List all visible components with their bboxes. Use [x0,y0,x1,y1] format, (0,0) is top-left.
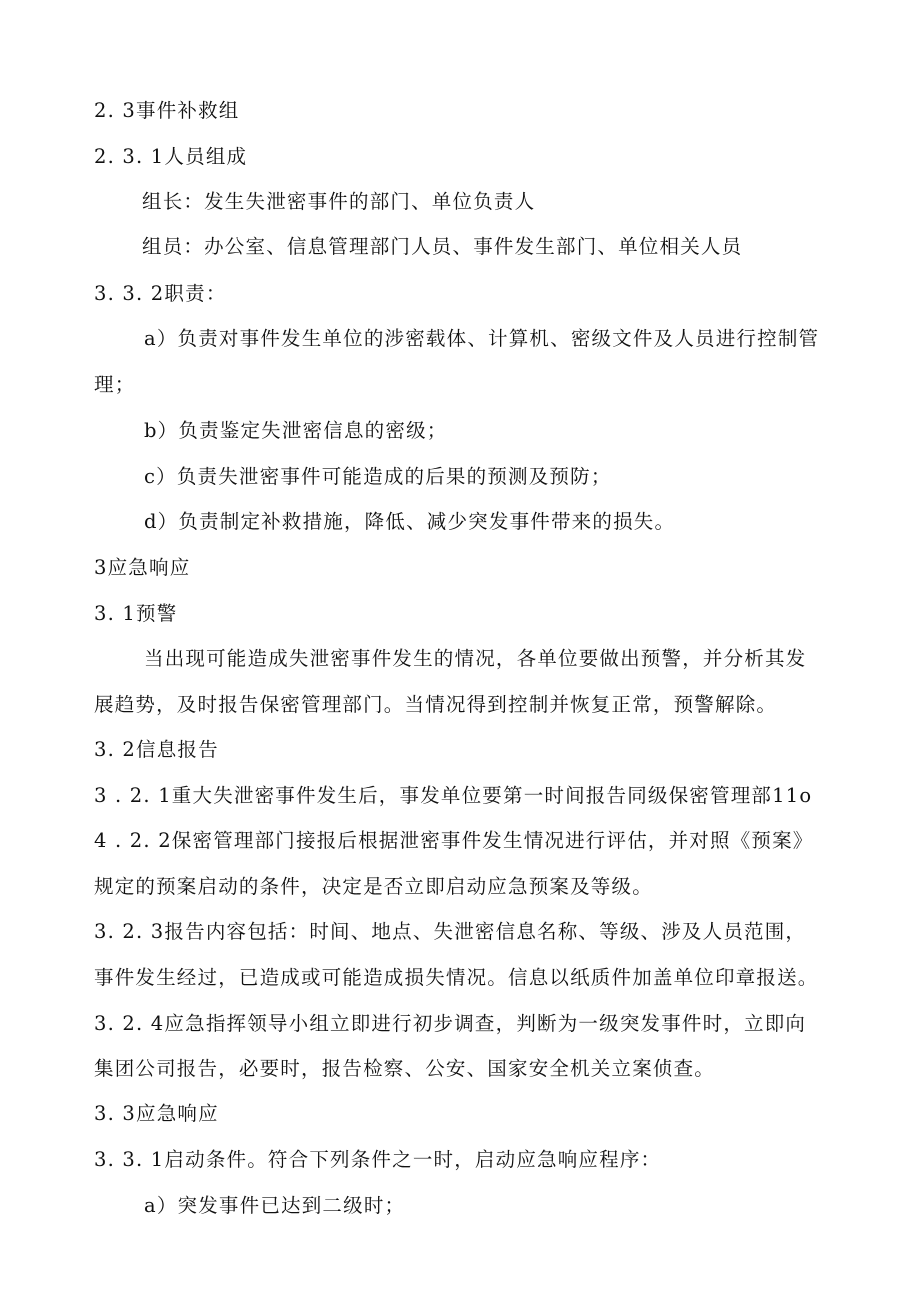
heading-2-3: 2. 3事件补救组 [94,99,240,122]
paragraph-line: 组长：发生失泄密事件的部门、单位负责人 [142,190,536,213]
heading-3-3-2: 3. 3. 2职责： [94,282,227,305]
paragraph-line: c）负责失泄密事件可能造成的后果的预测及预防； [144,465,612,488]
paragraph-line: 展趋势，及时报告保密管理部门。当情况得到控制并恢复正常，预警解除。 [94,693,778,716]
paragraph-line: 4 . 2. 2保密管理部门接报后根据泄密事件发生情况进行评估，并对照《预案》 [94,829,814,852]
paragraph-line: b）负责鉴定失泄密信息的密级； [144,419,448,442]
paragraph-line: 3. 3. 1启动条件。符合下列条件之一时，启动应急响应程序： [94,1148,662,1171]
paragraph-line: 理； [94,373,136,396]
heading-2-3-1: 2. 3. 1人员组成 [94,145,248,168]
heading-3-3: 3. 3应急响应 [94,1102,219,1125]
paragraph-line: 3. 2. 3报告内容包括：时间、地点、失泄密信息名称、等级、涉及人员范围， [94,920,807,943]
heading-3-1: 3. 1预警 [94,602,178,625]
heading-3: 3应急响应 [94,556,191,579]
heading-3-2: 3. 2信息报告 [94,738,219,761]
paragraph-line: 事件发生经过，已造成或可能造成损失情况。信息以纸质件加盖单位印章报送。 [94,966,819,989]
paragraph-line: 3. 2. 4应急指挥领导小组立即进行初步调查，判断为一级突发事件时，立即向 [94,1012,807,1035]
paragraph-line: a）负责对事件发生单位的涉密载体、计算机、密级文件及人员进行控制管 [144,327,820,350]
paragraph-line: 当出现可能造成失泄密事件发生的情况，各单位要做出预警，并分析其发 [144,647,807,670]
paragraph-line: a）突发事件已达到二级时； [144,1194,406,1217]
paragraph-line: d）负责制定补救措施，降低、减少突发事件带来的损失。 [144,510,676,533]
paragraph-line: 3 . 2. 1重大失泄密事件发生后，事发单位要第一时间报告同级保密管理部11o [94,784,813,807]
paragraph-line: 集团公司报告，必要时，报告检察、公安、国家安全机关立案侦查。 [94,1057,716,1080]
paragraph-line: 组员：办公室、信息管理部门人员、事件发生部门、单位相关人员 [142,235,743,258]
paragraph-line: 规定的预案启动的条件，决定是否立即启动应急预案及等级。 [94,875,653,898]
